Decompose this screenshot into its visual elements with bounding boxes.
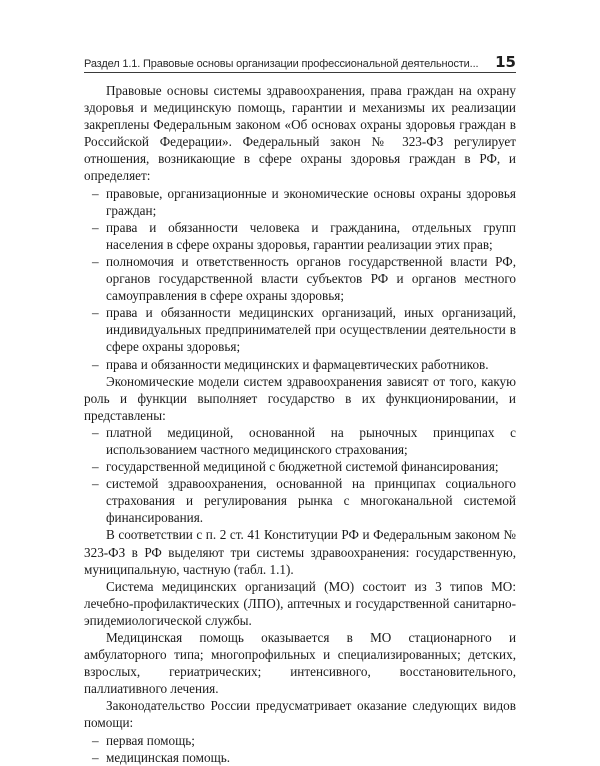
- list-item: [84, 475, 516, 526]
- header-rule: [84, 72, 516, 73]
- list-item-text: права и обязанности медицинских организаций, иных организаций, индивидуальных предпринимателей при осуществлении деятельности в сфере охраны здоровья;: [106, 305, 516, 355]
- dash-marker: –: [92, 356, 99, 372]
- dash-marker: –: [92, 305, 99, 321]
- dash-marker: –: [92, 219, 99, 235]
- list-item-text: полномочия и ответственность органов государственной власти РФ, органов государственной власти субъектов РФ и органов местного самоуправления в сфере охраны здоровья;: [106, 253, 516, 304]
- paragraph-types-of-help: Законодательство России предусматривает оказание следующих видов помощи:: [84, 698, 516, 731]
- list-item: [84, 424, 516, 458]
- page-number: 15: [495, 53, 516, 71]
- list-item-text: государственной медициной с бюджетной системой финансирования;: [106, 459, 499, 475]
- list-item-text: системой здравоохранения, основанной на принципах социального страхования и регулирования рынка с многоканальной системой финансирования.: [106, 476, 516, 526]
- dash-marker: –: [92, 476, 99, 492]
- list-item: [84, 253, 516, 304]
- list-item: [84, 356, 516, 373]
- list-item: [84, 219, 516, 253]
- list-item: [84, 304, 516, 355]
- paragraph-care-settings: Медицинская помощь оказывается в МО стационарного и амбулаторного типа; многопрофильных и специализированных; детских, взрослых, гериатрических; интенсивного, восстановительного, паллиативного лечения.: [84, 630, 516, 697]
- list-types-of-help: [84, 732, 516, 766]
- list-item-text: первая помощь;: [106, 732, 195, 748]
- paragraph-legal-basis: Правовые основы системы здравоохранения, права граждан на охрану здоровья и медицинскую помощь, гарантии и механизмы их реализации закреплены Федеральным законом «Об основах охраны здоровья граждан в Российской Федерации». Федеральный закон № 323-ФЗ регулирует отношения, возникающие в сфере охраны здоровья граждан в РФ, и определяет:: [84, 83, 516, 184]
- list-item-text: правовые, организационные и экономические основы охраны здоровья граждан;: [106, 185, 516, 218]
- list-item: [84, 732, 516, 749]
- dash-marker: –: [92, 732, 99, 748]
- dash-marker: –: [92, 185, 99, 201]
- list-item-text: права и обязанности человека и гражданина, отдельных групп населения в сфере охраны здоровья, гарантии реализации этих прав;: [106, 219, 516, 252]
- list-item-text: платной медициной, основанной на рыночных принципах с использованием частного медицинского страхования;: [106, 424, 516, 457]
- list-item-text: медицинская помощь.: [106, 749, 231, 765]
- paragraph-economic-models: Экономические модели систем здравоохранения зависят от того, какую роль и функции выполняет государство в их функционировании, и представлены:: [84, 373, 516, 423]
- dash-marker: –: [92, 749, 99, 765]
- list-law-scope: [84, 185, 516, 373]
- dash-marker: –: [92, 253, 99, 269]
- dash-marker: –: [92, 424, 99, 440]
- list-economic-models: [84, 424, 516, 527]
- running-header: [84, 46, 516, 70]
- paragraph-constitution: В соответствии с п. 2 ст. 41 Конституции РФ и Федеральным законом № 323-ФЗ в РФ выделяют три системы здравоохранения: государственную, муниципальную, частную (табл. 1.1).: [84, 527, 516, 577]
- page-body: [84, 82, 516, 766]
- list-item: [84, 458, 516, 475]
- list-item: [84, 749, 516, 766]
- list-item: [84, 185, 516, 219]
- list-item-text: права и обязанности медицинских и фармацевтических работников.: [106, 356, 489, 372]
- running-title: Раздел 1.1. Правовые основы организации профессиональной деятельности...: [84, 58, 479, 70]
- paragraph-organization-types: Система медицинских организаций (МО) состоит из 3 типов МО: лечебно-профилактических (ЛПО), аптечных и государственной санитарно-эпидемиологической службы.: [84, 578, 516, 628]
- dash-marker: –: [92, 459, 99, 475]
